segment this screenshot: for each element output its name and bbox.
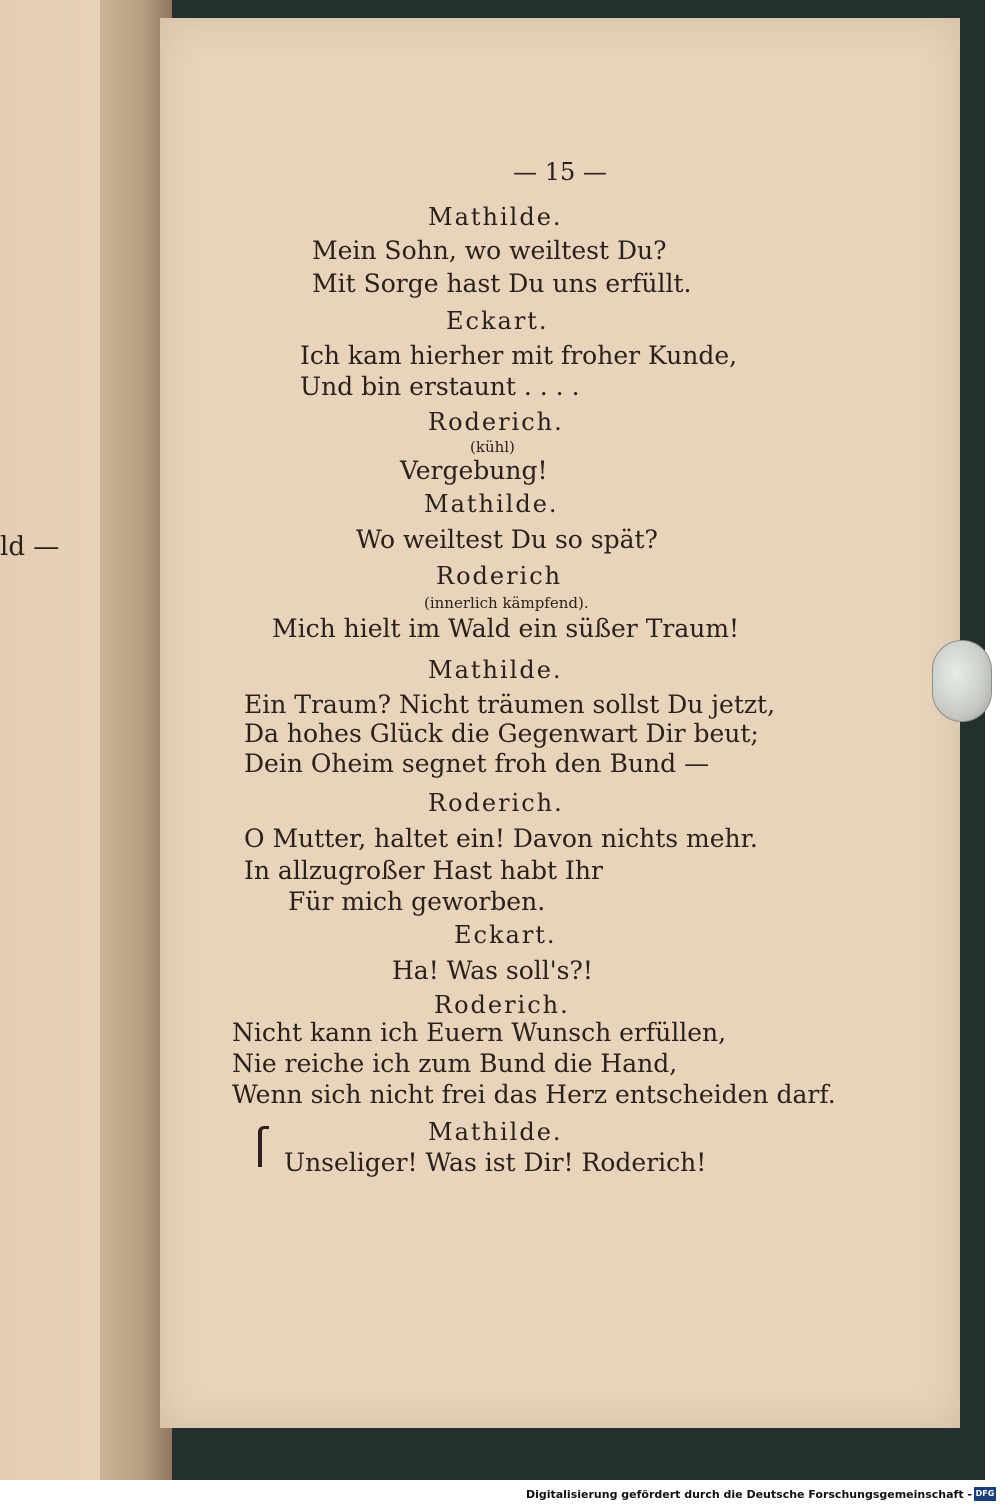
verse-line: Ein Traum? Nicht träumen sollst Du jetzt, — [244, 690, 776, 719]
stage-direction: (innerlich kämpfend). — [424, 594, 589, 612]
verse-line: Wo weiltest Du so spät? — [356, 525, 658, 554]
verse-line: Nicht kann ich Euern Wunsch erfüllen, — [232, 1018, 727, 1047]
left-page-fragment-text: ld — — [0, 532, 60, 562]
verse-line: Ich kam hierher mit froher Kunde, — [300, 341, 738, 370]
verse-line: Unseliger! Was ist Dir! Roderich! — [284, 1148, 707, 1177]
verse-line: Mein Sohn, wo weiltest Du? — [312, 236, 667, 265]
verse-line: Dein Oheim segnet froh den Bund — — [244, 749, 710, 778]
verse-line: Vergebung! — [400, 456, 548, 485]
speaker-name: Roderich. — [434, 991, 570, 1019]
verse-line: Da hohes Glück die Gegenwart Dir beut; — [244, 719, 759, 748]
speaker-name: Roderich. — [428, 789, 564, 817]
page-clip — [932, 640, 992, 722]
speaker-name: Mathilde. — [428, 656, 563, 684]
dfg-logo: DFG — [974, 1487, 996, 1501]
verse-line: Nie reiche ich zum Bund die Hand, — [232, 1049, 678, 1078]
digitization-credit: Digitalisierung gefördert durch die Deutsche Forschungsgemeinschaft - — [525, 1488, 972, 1501]
speaker-name: Roderich — [436, 562, 563, 590]
stage-direction: (kühl) — [470, 438, 515, 456]
verse-line: Und bin erstaunt . . . . — [300, 372, 580, 401]
speaker-name: Eckart. — [446, 307, 549, 335]
speaker-name: Mathilde. — [428, 203, 563, 231]
verse-line: Mit Sorge hast Du uns erfüllt. — [312, 269, 692, 298]
speaker-name: Roderich. — [428, 408, 564, 436]
brace-mark — [258, 1126, 269, 1167]
speaker-name: Mathilde. — [428, 1118, 563, 1146]
verse-line: In allzugroßer Hast habt Ihr — [244, 856, 603, 885]
speaker-name: Eckart. — [454, 921, 557, 949]
page-number: — 15 — — [513, 158, 607, 186]
verse-line: Ha! Was soll's?! — [392, 956, 593, 985]
verse-line: O Mutter, haltet ein! Davon nichts mehr. — [244, 824, 758, 853]
verse-line: Mich hielt im Wald ein süßer Traum! — [272, 614, 740, 643]
speaker-name: Mathilde. — [424, 490, 559, 518]
verse-line: Für mich geworben. — [288, 887, 546, 916]
verse-line: Wenn sich nicht frei das Herz entscheiden darf. — [232, 1080, 836, 1109]
